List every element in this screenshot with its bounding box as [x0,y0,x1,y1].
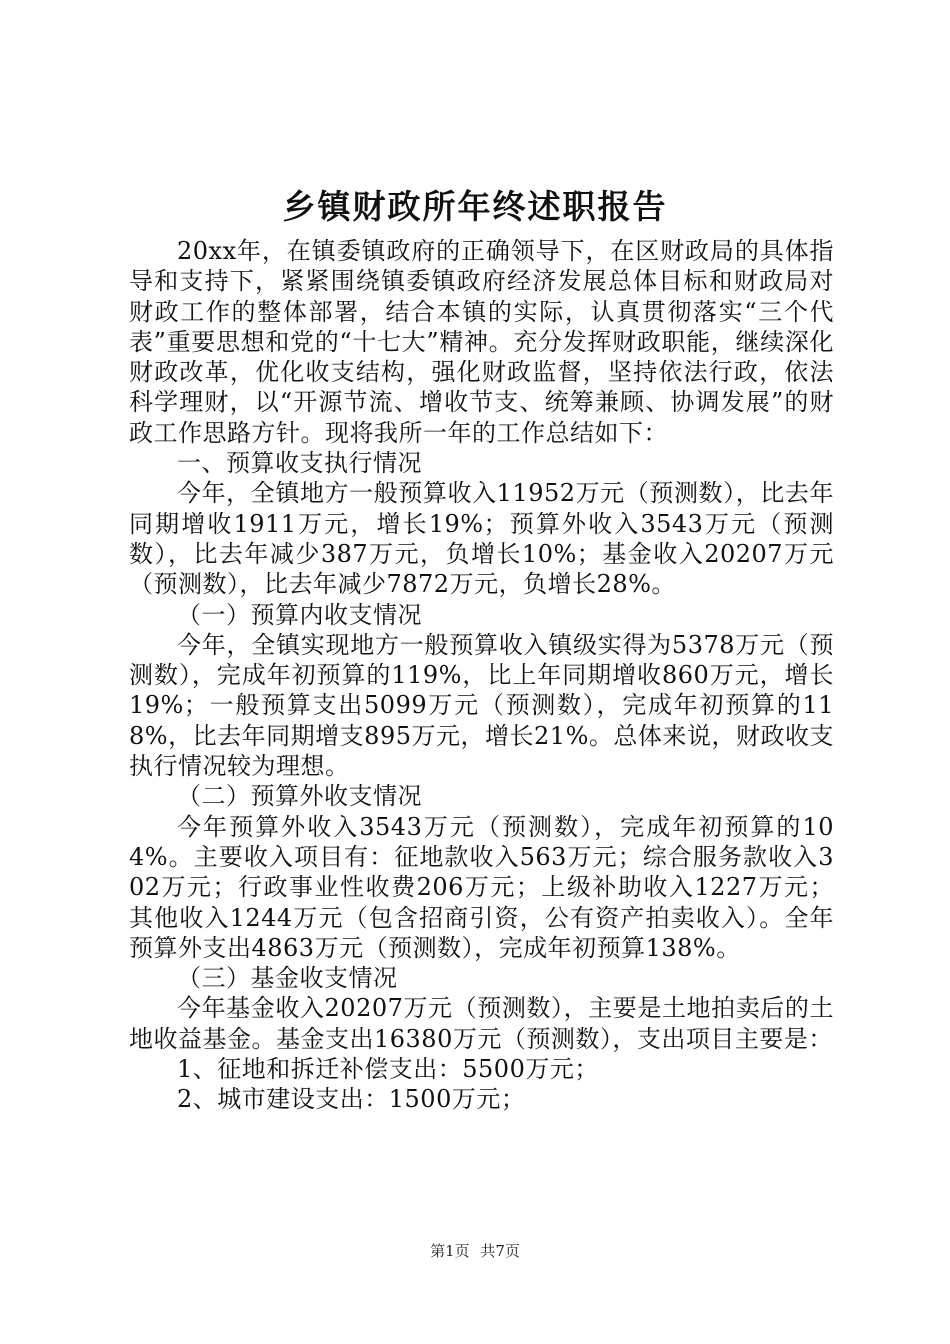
page-footer [0,1241,950,1261]
list-item: 2、城市建设支出：1500万元； [177,1085,526,1114]
off-budget-paragraph: 今年预算外收入3543万元（预测数），完成年初预算的104%。主要收入项目有：征地款收入563万元；综合服务款收入302万元；行政事业性收费206万元；上级补助收入1227万元；其他收入1244万元（包含招商引资，公有资产拍卖收入）。全年预算外支出4863万元（预测数），完成年初预算138%。 [129,812,834,962]
subsection-heading-off-budget: （二）预算外收支情况 [177,782,422,811]
list-item: 1、征地和拆迁补偿支出：5500万元； [177,1055,599,1084]
page-number: 第1页 [430,1242,470,1260]
budget-summary-paragraph: 今年，全镇地方一般预算收入11952万元（预测数），比去年同期增收1911万元，增长19%；预算外收入3543万元（预测数），比去年减少387万元，负增长10%；基金收入20207万元（预测数），比去年减少7872万元，负增长28%。 [129,479,834,599]
subsection-heading-in-budget: （一）预算内收支情况 [177,600,422,629]
page-total: 共7页 [480,1242,520,1260]
section-heading-budget-execution: 一、预算收支执行情况 [177,449,422,478]
document-body [129,236,834,1115]
fund-paragraph: 今年基金收入20207万元（预测数），主要是土地拍卖后的土地收益基金。基金支出16380万元（预测数），支出项目主要是： [129,994,834,1053]
intro-paragraph: 20xx年，在镇委镇政府的正确领导下，在区财政局的具体指导和支持下，紧紧围绕镇委镇政府经济发展总体目标和财政局对财政工作的整体部署，结合本镇的实际，认真贯彻落实“三个代表”重要思想和党的“十七大”精神。充分发挥财政职能，继续深化财政改革，优化收支结构，强化财政监督，坚持依法行政，依法科学理财，以“开源节流、增收节支、统筹兼顾、协调发展”的财政工作思路方针。现将我所一年的工作总结如下： [129,237,834,447]
in-budget-paragraph: 今年，全镇实现地方一般预算收入镇级实得为5378万元（预测数），完成年初预算的119%，比上年同期增收860万元，增长19%；一般预算支出5099万元（预测数），完成年初预算的118%，比去年同期增支895万元，增长21%。总体来说，财政收支执行情况较为理想。 [129,630,834,781]
document-title: 乡镇财政所年终述职报告 [282,187,668,226]
subsection-heading-fund: （三）基金收支情况 [177,964,398,993]
